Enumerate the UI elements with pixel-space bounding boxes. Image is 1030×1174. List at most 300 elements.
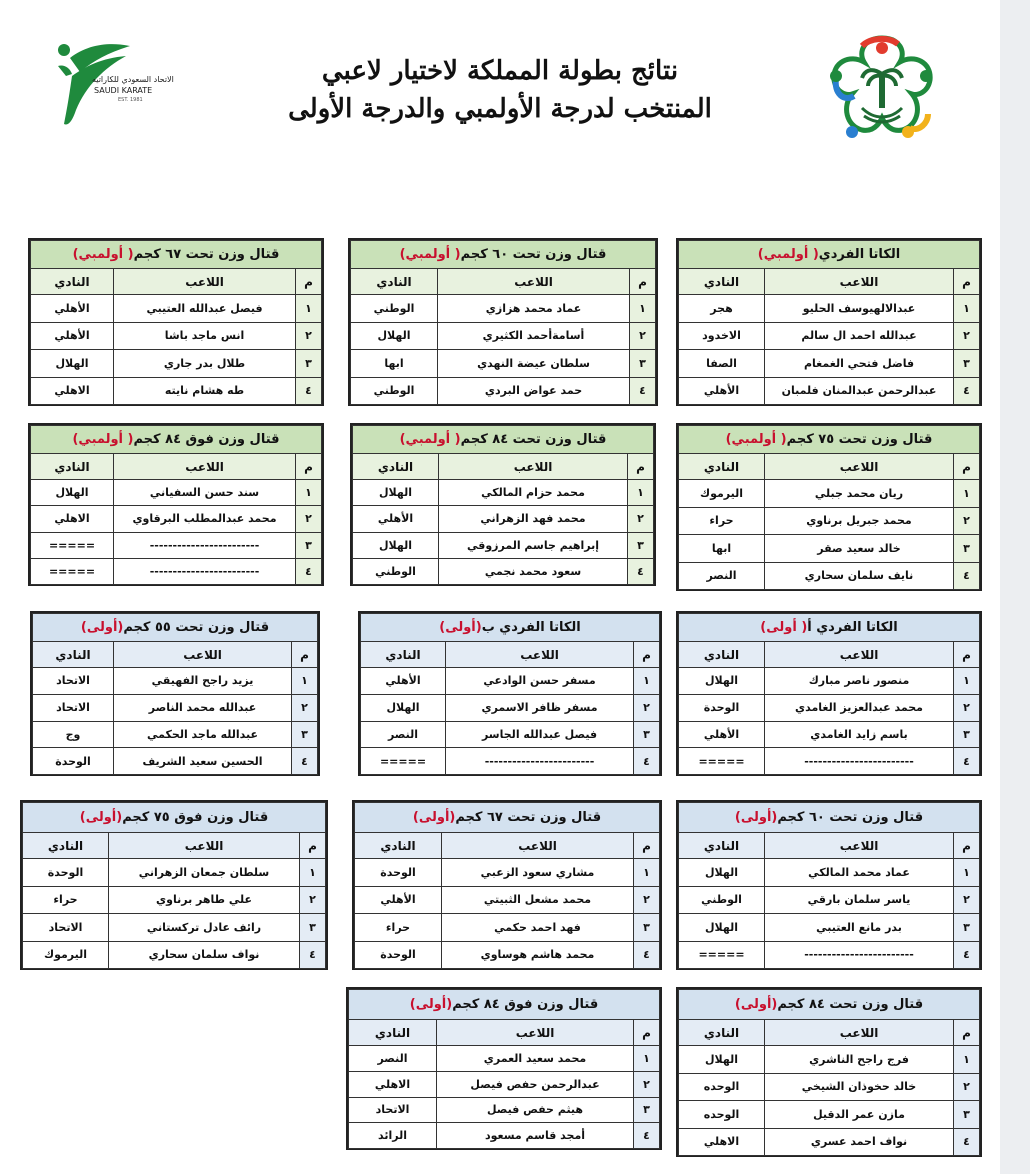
player-cell: الحسين سعيد الشريف — [114, 748, 292, 775]
club-cell: الاتحاد — [33, 668, 114, 695]
club-cell: حراء — [23, 886, 109, 914]
club-cell: ===== — [31, 532, 114, 558]
player-cell: خالد حخوذان الشيخي — [765, 1073, 954, 1101]
player-cell: عبدالرحمن حفص فيصل — [437, 1071, 634, 1097]
table-row — [679, 377, 980, 405]
rank-cell: ٢ — [628, 506, 654, 532]
rank-cell: ٤ — [954, 941, 980, 969]
player-cell: طلال بدر جاري — [114, 350, 296, 378]
table-row — [31, 295, 322, 323]
table-row — [33, 668, 318, 695]
club-cell: الهلال — [353, 480, 439, 506]
table-row — [349, 1097, 660, 1123]
table-row — [679, 322, 980, 350]
player-cell: رائف عادل تركستاني — [109, 914, 300, 942]
player-cell: خالد سعيد صقر — [765, 535, 954, 563]
club-cell: ===== — [31, 558, 114, 584]
club-cell: الأهلي — [353, 506, 439, 532]
rank-cell: ٤ — [634, 1123, 660, 1149]
column-header-player: اللاعب — [439, 454, 628, 480]
table-row — [353, 532, 654, 558]
player-cell: يزيد راجح الفهيقي — [114, 668, 292, 695]
table-title — [679, 803, 980, 833]
column-header-club: النادي — [361, 642, 446, 668]
club-cell: هجر — [679, 295, 765, 323]
column-header-player: اللاعب — [765, 1020, 954, 1046]
player-cell: سلطان جمعان الزهراني — [109, 859, 300, 887]
result-table — [358, 611, 662, 776]
rank-cell: ٣ — [634, 914, 660, 942]
rank-cell: ١ — [628, 480, 654, 506]
rank-cell: ٣ — [954, 914, 980, 942]
club-cell: النصر — [679, 562, 765, 590]
table-title — [31, 241, 322, 269]
club-cell: الوطني — [351, 295, 438, 323]
club-cell: الاتحاد — [23, 914, 109, 942]
logo-name-english: SAUDI KARATE — [94, 86, 153, 95]
rank-cell: ٤ — [954, 377, 980, 405]
table-row — [361, 748, 660, 775]
rank-cell: ٣ — [954, 1101, 980, 1129]
player-cell: محمد جبريل برناوي — [765, 507, 954, 535]
column-header-num: م — [634, 833, 660, 859]
column-header-player: اللاعب — [114, 642, 292, 668]
sports-ministry-emblem — [822, 30, 942, 150]
player-cell: طه هشام نايته — [114, 377, 296, 405]
rank-cell: ١ — [630, 295, 656, 323]
table-row — [361, 668, 660, 695]
table-row — [31, 377, 322, 405]
club-cell: الاتحاد — [349, 1097, 437, 1123]
table-row — [679, 1101, 980, 1129]
club-cell: الوحدة — [355, 941, 442, 969]
table-row — [679, 914, 980, 942]
club-cell: الأهلي — [361, 668, 446, 695]
table-row — [679, 535, 980, 563]
table-row — [353, 480, 654, 506]
title-line-1: نتائج بطولة المملكة لاختيار لاعبي — [321, 56, 679, 86]
column-header-club: النادي — [31, 269, 114, 295]
table-row — [31, 350, 322, 378]
table-title — [361, 614, 660, 642]
table-title-level: ( أولمبي) — [72, 247, 134, 262]
club-cell: الأهلي — [31, 322, 114, 350]
club-cell: الأهلي — [31, 295, 114, 323]
club-cell: الاهلي — [349, 1071, 437, 1097]
table-row — [679, 1128, 980, 1156]
column-header-club: النادي — [351, 269, 438, 295]
player-cell: مشاري سعود الزعبي — [442, 859, 634, 887]
column-header-player: اللاعب — [765, 833, 954, 859]
table-row — [31, 506, 322, 532]
rank-cell: ١ — [954, 295, 980, 323]
rank-cell: ٤ — [630, 377, 656, 405]
column-header-num: م — [634, 1020, 660, 1046]
rank-cell: ٣ — [634, 721, 660, 748]
club-cell: الهلال — [351, 322, 438, 350]
rank-cell: ١ — [296, 480, 322, 506]
rank-cell: ٢ — [954, 694, 980, 721]
table-row — [349, 1123, 660, 1149]
result-table — [676, 611, 982, 776]
table-title-event: قتال وزن فوق ٨٤ كجم — [133, 432, 280, 447]
club-cell: الوطني — [679, 886, 765, 914]
table-row — [351, 377, 656, 405]
rank-cell: ٣ — [628, 532, 654, 558]
club-cell: الاهلي — [679, 1128, 765, 1156]
column-header-num: م — [300, 833, 326, 859]
club-cell: الاتحاد — [33, 694, 114, 721]
column-header-num: م — [954, 833, 980, 859]
rank-cell: ٤ — [292, 748, 318, 775]
player-cell: ------------------------ — [765, 748, 954, 775]
result-table — [20, 800, 328, 970]
club-cell: الرائد — [349, 1123, 437, 1149]
player-cell: فيصل عبدالله العتيبي — [114, 295, 296, 323]
table-row — [679, 721, 980, 748]
rank-cell: ١ — [954, 480, 980, 508]
column-header-club: النادي — [679, 269, 765, 295]
table-row — [23, 941, 326, 969]
table-row — [351, 322, 656, 350]
rank-cell: ٣ — [954, 350, 980, 378]
player-cell: أسامةأحمد الكثيري — [438, 322, 630, 350]
table-row — [679, 295, 980, 323]
rank-cell: ٣ — [630, 350, 656, 378]
club-cell: الهلال — [353, 532, 439, 558]
player-cell: محمد مشعل الثبيتي — [442, 886, 634, 914]
rank-cell: ١ — [954, 859, 980, 887]
player-cell: محمد عبدالمطلب البرقاوي — [114, 506, 296, 532]
rank-cell: ٤ — [954, 1128, 980, 1156]
rank-cell: ١ — [634, 668, 660, 695]
table-title-level: ( أولمبي) — [757, 247, 819, 262]
table-title-event: الكاتا الفردي — [818, 247, 901, 262]
result-table — [30, 611, 320, 776]
player-cell: فاضل فتحي الغمغام — [765, 350, 954, 378]
table-row — [31, 480, 322, 506]
column-header-player: اللاعب — [437, 1020, 634, 1046]
player-cell: نواف سلمان سحاري — [109, 941, 300, 969]
table-row — [679, 748, 980, 775]
club-cell: الوحده — [679, 1101, 765, 1129]
table-row — [679, 941, 980, 969]
player-cell: نواف احمد عسري — [765, 1128, 954, 1156]
rank-cell: ١ — [296, 295, 322, 323]
table-title — [33, 614, 318, 642]
column-header-player: اللاعب — [438, 269, 630, 295]
rank-cell: ٢ — [634, 886, 660, 914]
page-title — [260, 52, 740, 128]
player-cell: انس ماجد باشا — [114, 322, 296, 350]
table-title-event: قتال وزن تحت ٨٤ كجم — [460, 432, 607, 447]
club-cell: الهلال — [679, 1046, 765, 1074]
table-title — [355, 803, 660, 833]
rank-cell: ٤ — [628, 558, 654, 584]
table-row — [355, 941, 660, 969]
rank-cell: ٣ — [300, 914, 326, 942]
table-row — [349, 1046, 660, 1072]
table-title-event: قتال وزن تحت ٦٠ كجم — [460, 247, 607, 262]
table-row — [679, 507, 980, 535]
player-cell: عبدالله محمد الناصر — [114, 694, 292, 721]
table-row — [353, 506, 654, 532]
player-cell: ياسر سلمان بارقي — [765, 886, 954, 914]
player-cell: عبدالالهيوسف الحليو — [765, 295, 954, 323]
column-header-num: م — [630, 269, 656, 295]
player-cell: نايف سلمان سحاري — [765, 562, 954, 590]
table-title-event: قتال وزن تحت ٥٥ كجم — [123, 620, 270, 635]
column-header-num: م — [296, 454, 322, 480]
rank-cell: ٢ — [954, 886, 980, 914]
result-table — [676, 987, 982, 1157]
table-row — [679, 1046, 980, 1074]
club-cell: الوحده — [679, 1073, 765, 1101]
rank-cell: ١ — [300, 859, 326, 887]
table-row — [679, 668, 980, 695]
table-row — [679, 562, 980, 590]
result-table — [352, 800, 662, 970]
player-cell: عماد محمد هزازي — [438, 295, 630, 323]
club-cell: النصر — [361, 721, 446, 748]
club-cell: الأهلي — [679, 377, 765, 405]
player-cell: محمد سعيد العمري — [437, 1046, 634, 1072]
table-title — [351, 241, 656, 269]
club-cell: الوطني — [351, 377, 438, 405]
column-header-num: م — [628, 454, 654, 480]
club-cell: الاخدود — [679, 322, 765, 350]
column-header-num: م — [954, 269, 980, 295]
table-row — [31, 558, 322, 584]
table-title — [679, 614, 980, 642]
player-cell: ------------------------ — [446, 748, 634, 775]
column-header-club: النادي — [31, 454, 114, 480]
club-cell: اليرموك — [679, 480, 765, 508]
table-row — [679, 859, 980, 887]
player-cell: سعود محمد نجمي — [439, 558, 628, 584]
rank-cell: ٤ — [954, 562, 980, 590]
column-header-club: النادي — [349, 1020, 437, 1046]
column-header-club: النادي — [353, 454, 439, 480]
club-cell: الاهلي — [31, 506, 114, 532]
rank-cell: ٤ — [300, 941, 326, 969]
table-title-level: ( أولمبي) — [399, 432, 461, 447]
player-cell: ------------------------ — [765, 941, 954, 969]
column-header-club: النادي — [679, 454, 765, 480]
rank-cell: ١ — [634, 1046, 660, 1072]
column-header-num: م — [954, 1020, 980, 1046]
table-title-level: ( أولمبي) — [72, 432, 134, 447]
player-cell: بدر مانع العتيبي — [765, 914, 954, 942]
table-title-level: ( أولى) — [760, 620, 808, 635]
table-title-level: ( أولمبي) — [725, 432, 787, 447]
table-row — [355, 886, 660, 914]
logo-name-arabic: الاتحاد السعودي للكاراتيه — [92, 75, 174, 84]
table-row — [361, 721, 660, 748]
table-title-event: قتال وزن تحت ٨٤ كجم — [777, 997, 924, 1012]
result-table — [28, 238, 324, 406]
rank-cell: ٤ — [634, 748, 660, 775]
table-title-event: قتال وزن تحت ٧٥ كجم — [786, 432, 933, 447]
table-title-level: (أولى) — [734, 810, 778, 825]
column-header-num: م — [296, 269, 322, 295]
rank-cell: ١ — [954, 1046, 980, 1074]
player-cell: محمد عبدالعزيز الغامدي — [765, 694, 954, 721]
player-cell: سند حسن السفياني — [114, 480, 296, 506]
club-cell: وج — [33, 721, 114, 748]
player-cell: محمد هاشم هوساوي — [442, 941, 634, 969]
player-cell: ------------------------ — [114, 558, 296, 584]
club-cell: اليرموك — [23, 941, 109, 969]
table-row — [33, 694, 318, 721]
rank-cell: ١ — [954, 668, 980, 695]
rank-cell: ٢ — [954, 322, 980, 350]
club-cell: حراء — [679, 507, 765, 535]
club-cell: الوحدة — [33, 748, 114, 775]
table-title-event: قتال وزن تحت ٦٠ كجم — [777, 810, 924, 825]
player-cell: عبدالله ماجد الحكمي — [114, 721, 292, 748]
player-cell: ريان محمد جبلي — [765, 480, 954, 508]
table-title — [23, 803, 326, 833]
player-cell: فرج راجح الناشري — [765, 1046, 954, 1074]
table-row — [31, 532, 322, 558]
rank-cell: ٣ — [296, 532, 322, 558]
club-cell: ===== — [679, 748, 765, 775]
result-table — [28, 423, 324, 586]
column-header-club: النادي — [679, 642, 765, 668]
table-title-event: قتال وزن فوق ٧٥ كجم — [122, 810, 269, 825]
rank-cell: ٢ — [300, 886, 326, 914]
rank-cell: ٢ — [634, 694, 660, 721]
column-header-player: اللاعب — [442, 833, 634, 859]
column-header-player: اللاعب — [446, 642, 634, 668]
rank-cell: ٢ — [954, 1073, 980, 1101]
club-cell: الهلال — [361, 694, 446, 721]
table-row — [679, 350, 980, 378]
rank-cell: ٢ — [634, 1071, 660, 1097]
player-cell: مسفر ظافر الاسمري — [446, 694, 634, 721]
rank-cell: ٣ — [634, 1097, 660, 1123]
club-cell: الوطني — [353, 558, 439, 584]
title-line-2: المنتخب لدرجة الأولمبي والدرجة الأولى — [288, 94, 712, 124]
table-title-event: قتال وزن فوق ٨٤ كجم — [452, 997, 599, 1012]
logo-year: EST. 1981 — [118, 97, 143, 103]
player-cell: ------------------------ — [114, 532, 296, 558]
club-cell: الأهلي — [679, 721, 765, 748]
table-title-event: قتال وزن تحت ٦٧ كجم — [455, 810, 602, 825]
rank-cell: ٣ — [954, 535, 980, 563]
table-row — [33, 721, 318, 748]
table-title-level: (أولى) — [412, 810, 456, 825]
rank-cell: ٤ — [296, 377, 322, 405]
table-row — [679, 886, 980, 914]
rank-cell: ٢ — [630, 322, 656, 350]
rank-cell: ٢ — [296, 506, 322, 532]
result-table — [350, 423, 656, 586]
club-cell: ابها — [679, 535, 765, 563]
club-cell: النصر — [349, 1046, 437, 1072]
table-title — [679, 990, 980, 1020]
table-title — [31, 426, 322, 454]
table-title-level: ( أولمبي) — [399, 247, 461, 262]
player-cell: مازن عمر الدقيل — [765, 1101, 954, 1129]
column-header-num: م — [292, 642, 318, 668]
player-cell: محمد حزام المالكي — [439, 480, 628, 506]
column-header-player: اللاعب — [114, 269, 296, 295]
column-header-player: اللاعب — [109, 833, 300, 859]
column-header-club: النادي — [355, 833, 442, 859]
table-title — [349, 990, 660, 1020]
club-cell: حراء — [355, 914, 442, 942]
table-title-level: (أولى) — [439, 620, 482, 635]
table-row — [23, 914, 326, 942]
table-row — [31, 322, 322, 350]
rank-cell: ٤ — [296, 558, 322, 584]
table-row — [33, 748, 318, 775]
player-cell: محمد فهد الزهراني — [439, 506, 628, 532]
table-row — [355, 859, 660, 887]
table-title-level: (أولى) — [80, 620, 124, 635]
table-title — [679, 426, 980, 454]
table-row — [351, 350, 656, 378]
result-table — [676, 800, 982, 970]
player-cell: سلطان عيضة النهدي — [438, 350, 630, 378]
rank-cell: ٢ — [292, 694, 318, 721]
player-cell: علي طاهر برناوي — [109, 886, 300, 914]
column-header-club: النادي — [679, 833, 765, 859]
club-cell: الوحدة — [679, 694, 765, 721]
club-cell: الأهلي — [355, 886, 442, 914]
table-title-level: (أولى) — [409, 997, 453, 1012]
club-cell: الهلال — [31, 480, 114, 506]
club-cell: الوحدة — [355, 859, 442, 887]
club-cell: الهلال — [679, 668, 765, 695]
column-header-club: النادي — [679, 1020, 765, 1046]
rank-cell: ٤ — [634, 941, 660, 969]
table-title-event: الكاتا الفردي أ — [807, 620, 898, 635]
table-row — [679, 1073, 980, 1101]
player-cell: فيصل عبدالله الجاسر — [446, 721, 634, 748]
table-row — [679, 694, 980, 721]
rank-cell: ٢ — [296, 322, 322, 350]
column-header-num: م — [954, 454, 980, 480]
club-cell: ===== — [361, 748, 446, 775]
rank-cell: ١ — [634, 859, 660, 887]
column-header-player: اللاعب — [114, 454, 296, 480]
column-header-player: اللاعب — [765, 454, 954, 480]
result-table — [348, 238, 658, 406]
column-header-club: النادي — [23, 833, 109, 859]
column-header-club: النادي — [33, 642, 114, 668]
table-title-event: الكاتا الفردي ب — [481, 620, 581, 635]
table-row — [351, 295, 656, 323]
player-cell: منصور ناصر مبارك — [765, 668, 954, 695]
club-cell: الوحدة — [23, 859, 109, 887]
table-row — [361, 694, 660, 721]
column-header-player: اللاعب — [765, 269, 954, 295]
rank-cell: ١ — [292, 668, 318, 695]
table-title — [679, 241, 980, 269]
player-cell: أمجد قاسم مسعود — [437, 1123, 634, 1149]
table-row — [679, 480, 980, 508]
player-cell: فهد احمد حكمي — [442, 914, 634, 942]
rank-cell: ٢ — [954, 507, 980, 535]
table-row — [353, 558, 654, 584]
club-cell: الهلال — [679, 914, 765, 942]
player-cell: مسفر حسن الوادعي — [446, 668, 634, 695]
table-title-event: قتال وزن تحت ٦٧ كجم — [133, 247, 280, 262]
table-row — [23, 886, 326, 914]
